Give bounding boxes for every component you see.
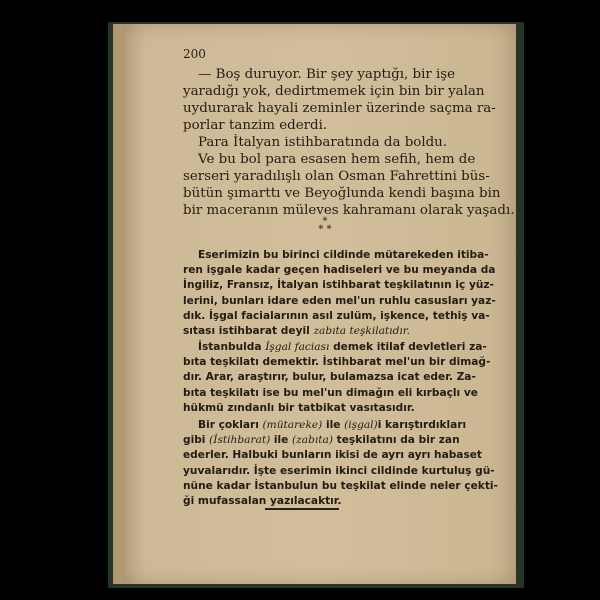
page-number: 200 — [183, 47, 206, 61]
separator-top: * — [322, 216, 328, 227]
separator-bottom: * * — [318, 224, 332, 235]
closing-rule — [265, 508, 339, 510]
main-text-line: yaradığı yok, dedirtmemek için bin bir yalan — [183, 84, 485, 99]
note-line: gibi (İstihbarat) ile (zabıta) teşkilatını da bir zan — [183, 434, 460, 446]
main-text-line: uydurarak hayali zeminler üzerinde saçma ra- — [183, 101, 496, 116]
main-text-line: bir maceranın müleves kahramanı olarak yaşadı. — [183, 203, 515, 218]
main-text-line: Ve bu bol para esasen hem sefih, hem de — [198, 152, 476, 167]
note-line: İngiliz, Fransız, İtalyan istihbarat teşkilatının iç yüz- — [183, 279, 494, 291]
note-line: lerini, bunları idare eden mel'un ruhlu casusları yaz- — [183, 295, 496, 307]
note-line: yuvalarıdır. İşte eserimin ikinci cildinde kurtuluş gü- — [183, 465, 495, 477]
note-line: Eserimizin bu birinci cildinde mütarekeden itiba- — [198, 249, 489, 261]
note-line: bıta teşkilatı demektir. İstihbarat mel'un bir dimağ- — [183, 356, 491, 368]
main-text-line: bütün şımarttı ve Beyoğlunda kendi başına bin — [183, 186, 501, 201]
note-line: Bir çokları (mütareke) ile (işgal)i karıştırdıkları — [198, 419, 467, 431]
main-text-line: Para İtalyan istihbaratında da boldu. — [198, 135, 448, 150]
main-text-line: porlar tanzim ederdi. — [183, 118, 328, 133]
note-line: İstanbulda İşgal faciası demek itilaf devletleri za- — [198, 341, 487, 353]
note-line: ren işgale kadar geçen hadiseleri ve bu meyanda da — [183, 264, 496, 276]
main-text-line: serseri yaradılışlı olan Osman Fahrettini büs- — [183, 169, 490, 184]
note-line: ederler. Halbuki bunların ikisi de ayrı ayrı habaset — [183, 449, 482, 461]
note-line: nüne kadar İstanbulun bu teşkilat elinde neler çekti- — [183, 480, 498, 492]
note-line: dır. Arar, araştırır, bulur, bulamazsa icat eder. Za- — [183, 371, 476, 383]
note-line: dık. İşgal facialarının asıl zulüm, işkence, tethiş va- — [183, 310, 490, 322]
note-line: sıtası istihbarat deyil zabıta teşkilatıdır. — [183, 325, 411, 337]
note-line: ği mufassalan yazılacaktır. — [183, 495, 342, 507]
section-separator — [315, 218, 335, 234]
main-text-line: — Boş duruyor. Bir şey yaptığı, bir işe — [198, 67, 456, 82]
note-line: hükmü zındanlı bir tatbikat vasıtasıdır. — [183, 402, 415, 414]
note-line: bıta teşkilatı ise bu mel'un dimağın eli kırbaçlı ve — [183, 387, 478, 399]
